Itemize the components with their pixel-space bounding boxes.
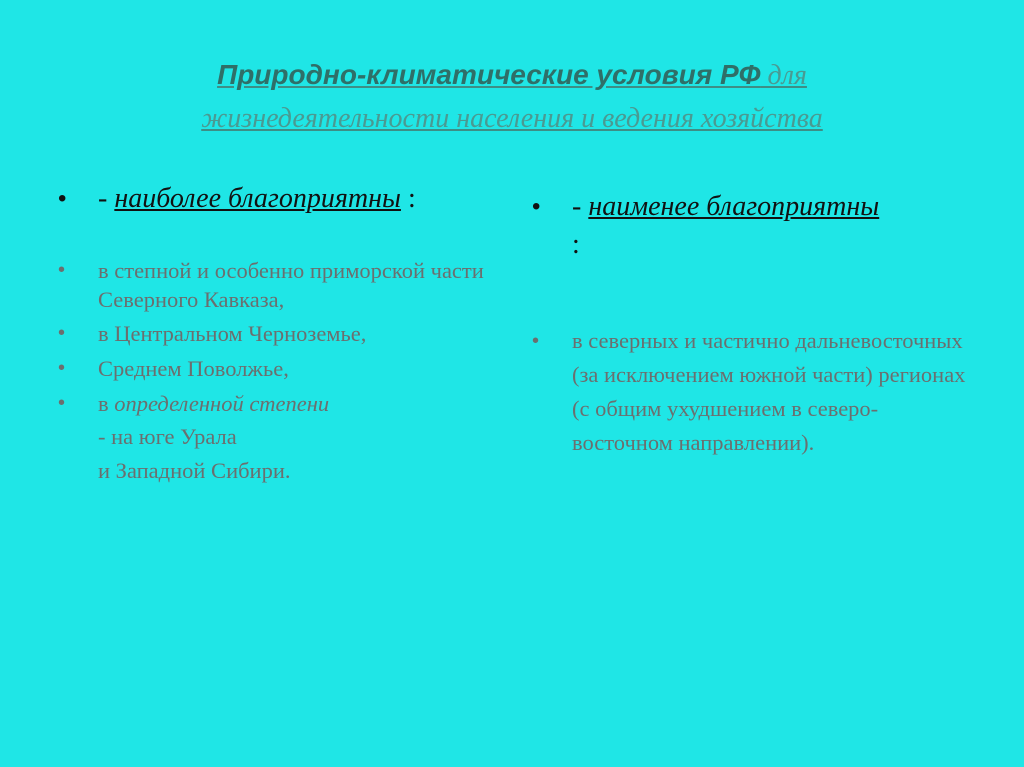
- title-line2: жизнедеятельности населения и ведения хозяйства: [201, 103, 823, 134]
- list-item: [58, 319, 498, 348]
- title-rest-line1: для: [760, 60, 807, 91]
- left-heading: [58, 180, 498, 218]
- list-item: [532, 324, 982, 460]
- list-item: [58, 389, 498, 418]
- title-bold-part: Природно-климатические условия РФ: [217, 59, 761, 90]
- right-column: [532, 188, 982, 460]
- list-item-text: в северных и частично дальневосточных (за исключением южной части) регионах (с общим ухудшением в северо-восточном направлении).: [572, 328, 966, 455]
- left-heading-emphasis: наиболее благоприятны: [114, 183, 401, 214]
- list-item-text: в степной и особенно приморской части Северного Кавказа,: [98, 258, 484, 312]
- bullet-icon: •: [58, 185, 67, 212]
- bullet-icon: •: [58, 322, 66, 344]
- list-item-text: в Центральном Черноземье,: [98, 321, 367, 346]
- right-heading-suffix: :: [572, 229, 580, 260]
- left-column: [58, 180, 498, 485]
- right-heading-prefix: -: [572, 191, 589, 222]
- list-item-italic-text: определенной степени: [114, 391, 330, 416]
- bullet-icon: •: [532, 330, 540, 352]
- list-item: [58, 354, 498, 383]
- left-heading-prefix: -: [98, 183, 115, 214]
- left-heading-suffix: :: [400, 183, 416, 214]
- right-heading: [532, 188, 982, 264]
- right-heading-emphasis: наименее благоприятны: [588, 191, 880, 222]
- list-item-text: в: [98, 391, 115, 416]
- continuation-text: - на юге Урала: [98, 424, 237, 449]
- bullet-icon: •: [58, 357, 66, 379]
- bullet-icon: •: [532, 193, 541, 220]
- list-item-text: Среднем Поволжье,: [98, 356, 289, 381]
- slide-title: [60, 54, 964, 140]
- list-item: [58, 256, 498, 314]
- continuation-text: и Западной Сибири.: [98, 458, 291, 483]
- bullet-icon: •: [58, 259, 66, 281]
- list-continuation: [58, 422, 498, 451]
- list-continuation: [58, 456, 498, 485]
- bullet-icon: •: [58, 392, 66, 414]
